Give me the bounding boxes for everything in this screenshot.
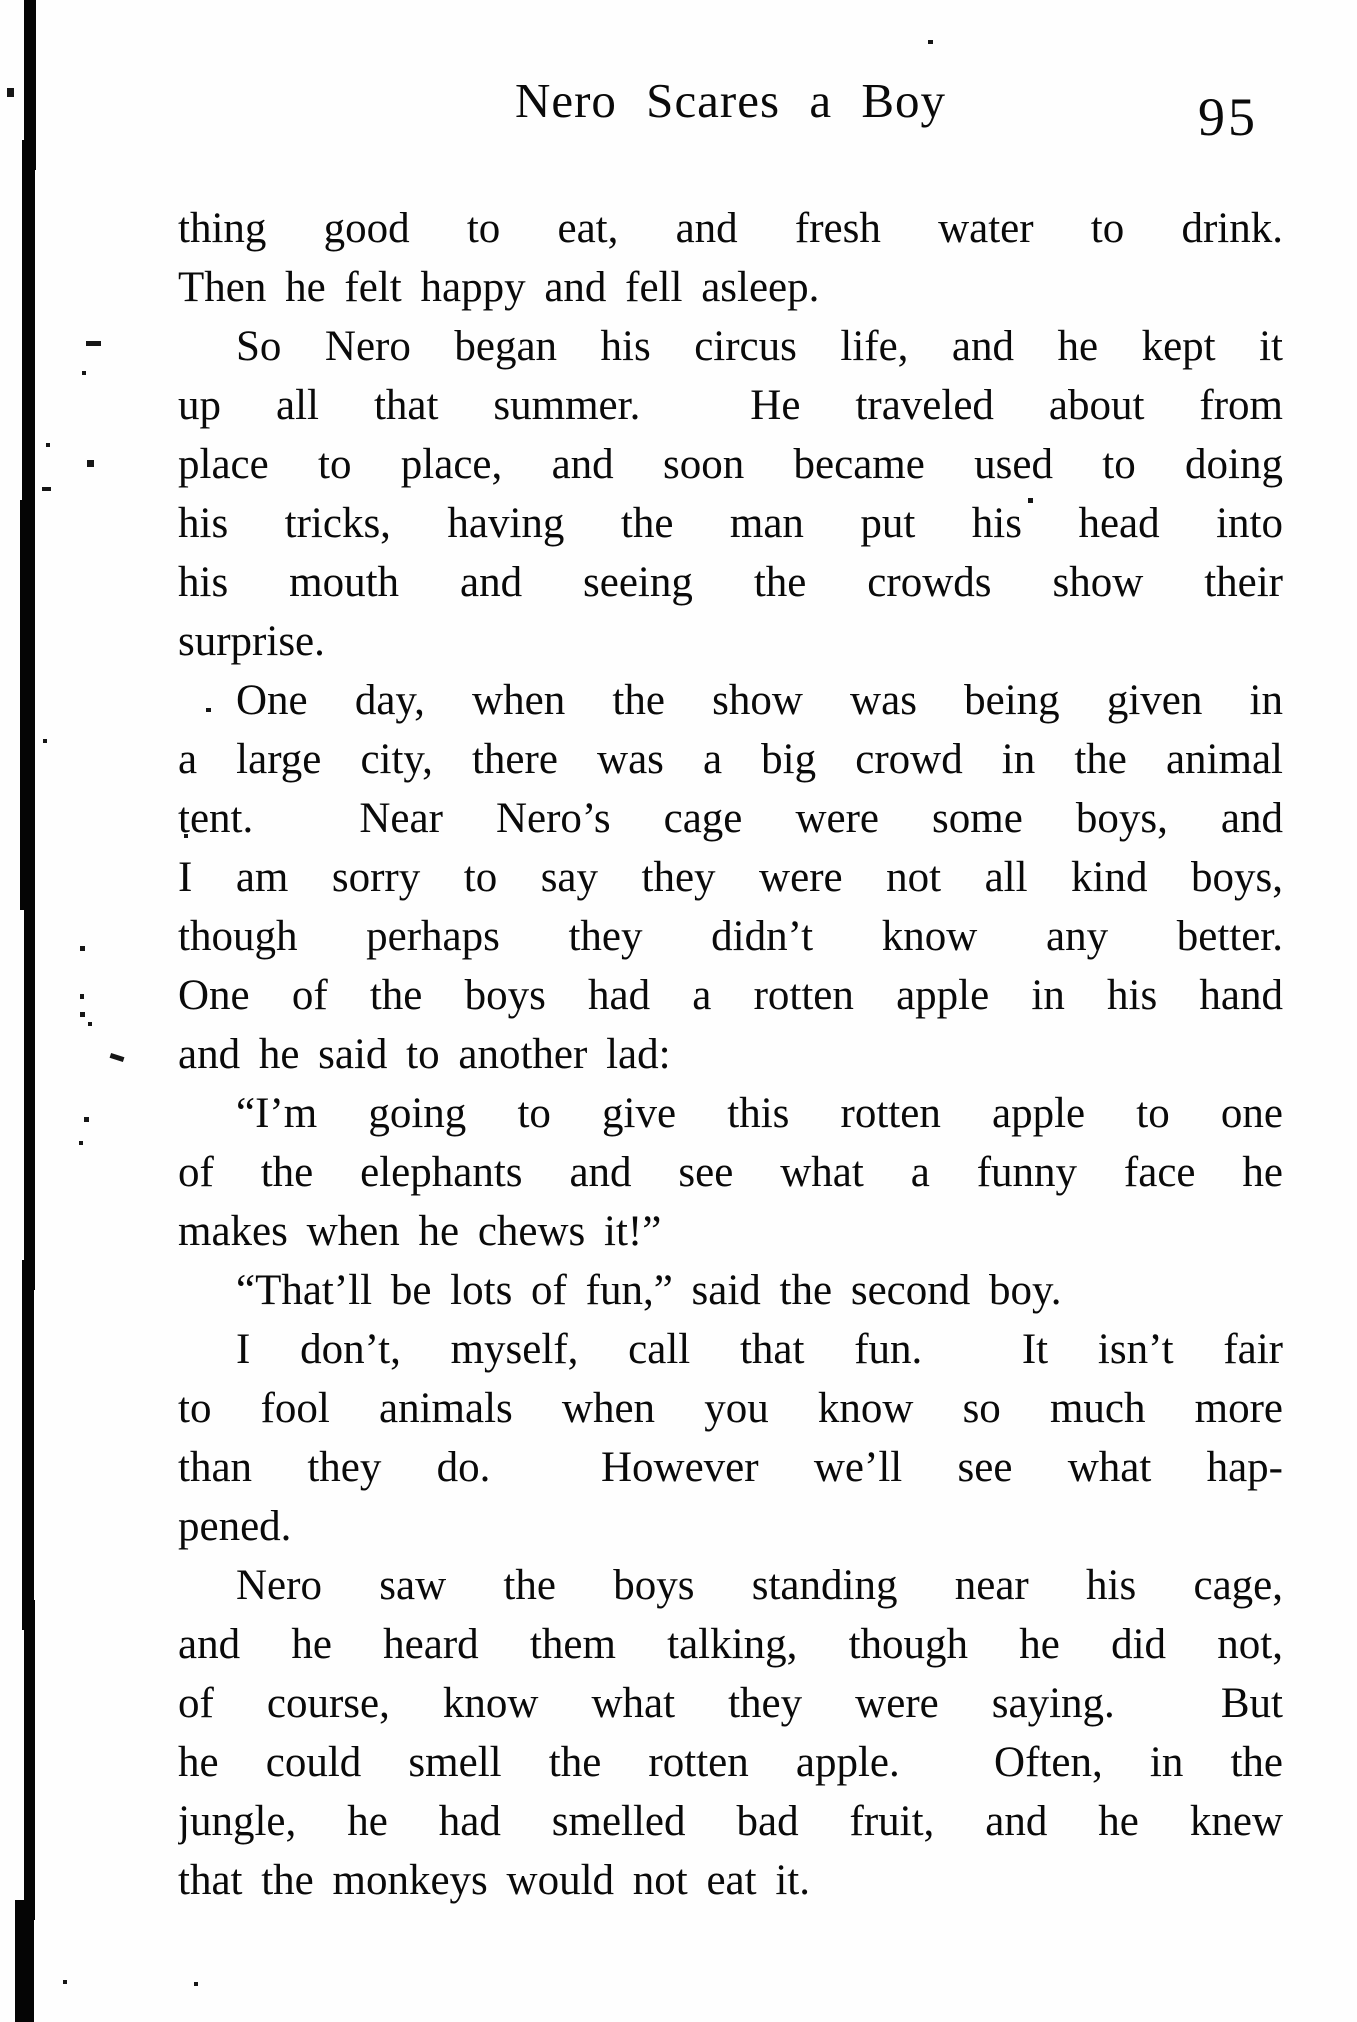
text-line: Then he felt happy and fell asleep. — [178, 264, 820, 311]
paragraph — [178, 1320, 1283, 1556]
scan-speck — [80, 946, 85, 951]
scan-speck — [63, 1980, 67, 1984]
paragraph — [178, 1084, 1283, 1261]
scan-speck — [7, 88, 14, 97]
page-number: 95 — [1198, 87, 1258, 147]
scan-speck — [87, 460, 94, 467]
text-line: and he heard them talking, though he did not, — [178, 1621, 1283, 1668]
text-line: than they do. However we’ll see what hap- — [178, 1444, 1283, 1491]
text-line: place to place, and soon became used to doing — [178, 441, 1283, 488]
text-line: and he said to another lad: — [178, 1031, 671, 1078]
text-line: I am sorry to say they were not all kind boys, — [178, 854, 1283, 901]
text-line: of the elephants and see what a funny face he — [178, 1149, 1283, 1196]
binding-strip-blob — [20, 500, 35, 910]
paragraph — [178, 199, 1283, 317]
binding-strip-blob — [15, 1900, 34, 2022]
text-line: though perhaps they didn’t know any better. — [178, 913, 1283, 960]
text-line: “I’m going to give this rotten apple to one — [236, 1090, 1283, 1137]
text-line: makes when he chews it!” — [178, 1208, 662, 1255]
scan-speck — [79, 1141, 83, 1145]
text-line: that the monkeys would not eat it. — [178, 1857, 810, 1904]
text-line: his mouth and seeing the crowds show their — [178, 559, 1283, 606]
text-line: pened. — [178, 1503, 292, 1550]
scan-speck — [928, 40, 933, 44]
scan-speck — [46, 443, 50, 447]
page-title: Nero Scares a Boy — [514, 73, 947, 128]
scan-speck — [84, 1117, 89, 1122]
scan-speck — [82, 371, 86, 375]
text-line: his tricks, having the man put his head into — [178, 500, 1283, 547]
text-line: “That’ll be lots of fun,” said the second boy. — [236, 1267, 1062, 1314]
paragraph — [178, 317, 1283, 671]
text-line: So Nero began his circus life, and he kept it — [236, 323, 1283, 370]
text-line: I don’t, myself, call that fun. It isn’t fair — [236, 1326, 1283, 1373]
binding-strip-blob — [22, 140, 35, 530]
binding-strip-blob — [24, 880, 35, 1290]
paragraph — [178, 1261, 1283, 1320]
paragraph — [178, 1556, 1283, 1910]
text-line: One day, when the show was being given in — [236, 677, 1283, 724]
paragraph — [178, 671, 1283, 1084]
scan-speck — [80, 994, 84, 999]
scan-speck — [86, 341, 101, 346]
binding-strip-blob — [22, 1260, 34, 1630]
text-line: he could smell the rotten apple. Often, in the — [178, 1739, 1283, 1786]
text-line: jungle, he had smelled bad fruit, and he knew — [178, 1798, 1283, 1845]
text-line: up all that summer. He traveled about from — [178, 382, 1283, 429]
text-line: of course, know what they were saying. But — [178, 1680, 1283, 1727]
text-line: One of the boys had a rotten apple in his hand — [178, 972, 1283, 1019]
scan-speck — [80, 1012, 85, 1017]
text-line: tent. Near Nero’s cage were some boys, and — [178, 795, 1283, 842]
text-line: a large city, there was a big crowd in the animal — [178, 736, 1283, 783]
scan-speck — [110, 1053, 125, 1062]
scan-speck — [194, 1982, 198, 1986]
binding-strip-blob — [24, 1600, 35, 1920]
text-line: Nero saw the boys standing near his cage, — [236, 1562, 1283, 1609]
text-line: to fool animals when you know so much more — [178, 1385, 1283, 1432]
scan-speck — [43, 739, 47, 743]
text-line: surprise. — [178, 618, 325, 665]
scan-speck — [88, 1022, 92, 1026]
scan-speck — [42, 487, 51, 491]
body-text — [178, 199, 1283, 1910]
text-line: thing good to eat, and fresh water to drink. — [178, 205, 1283, 252]
